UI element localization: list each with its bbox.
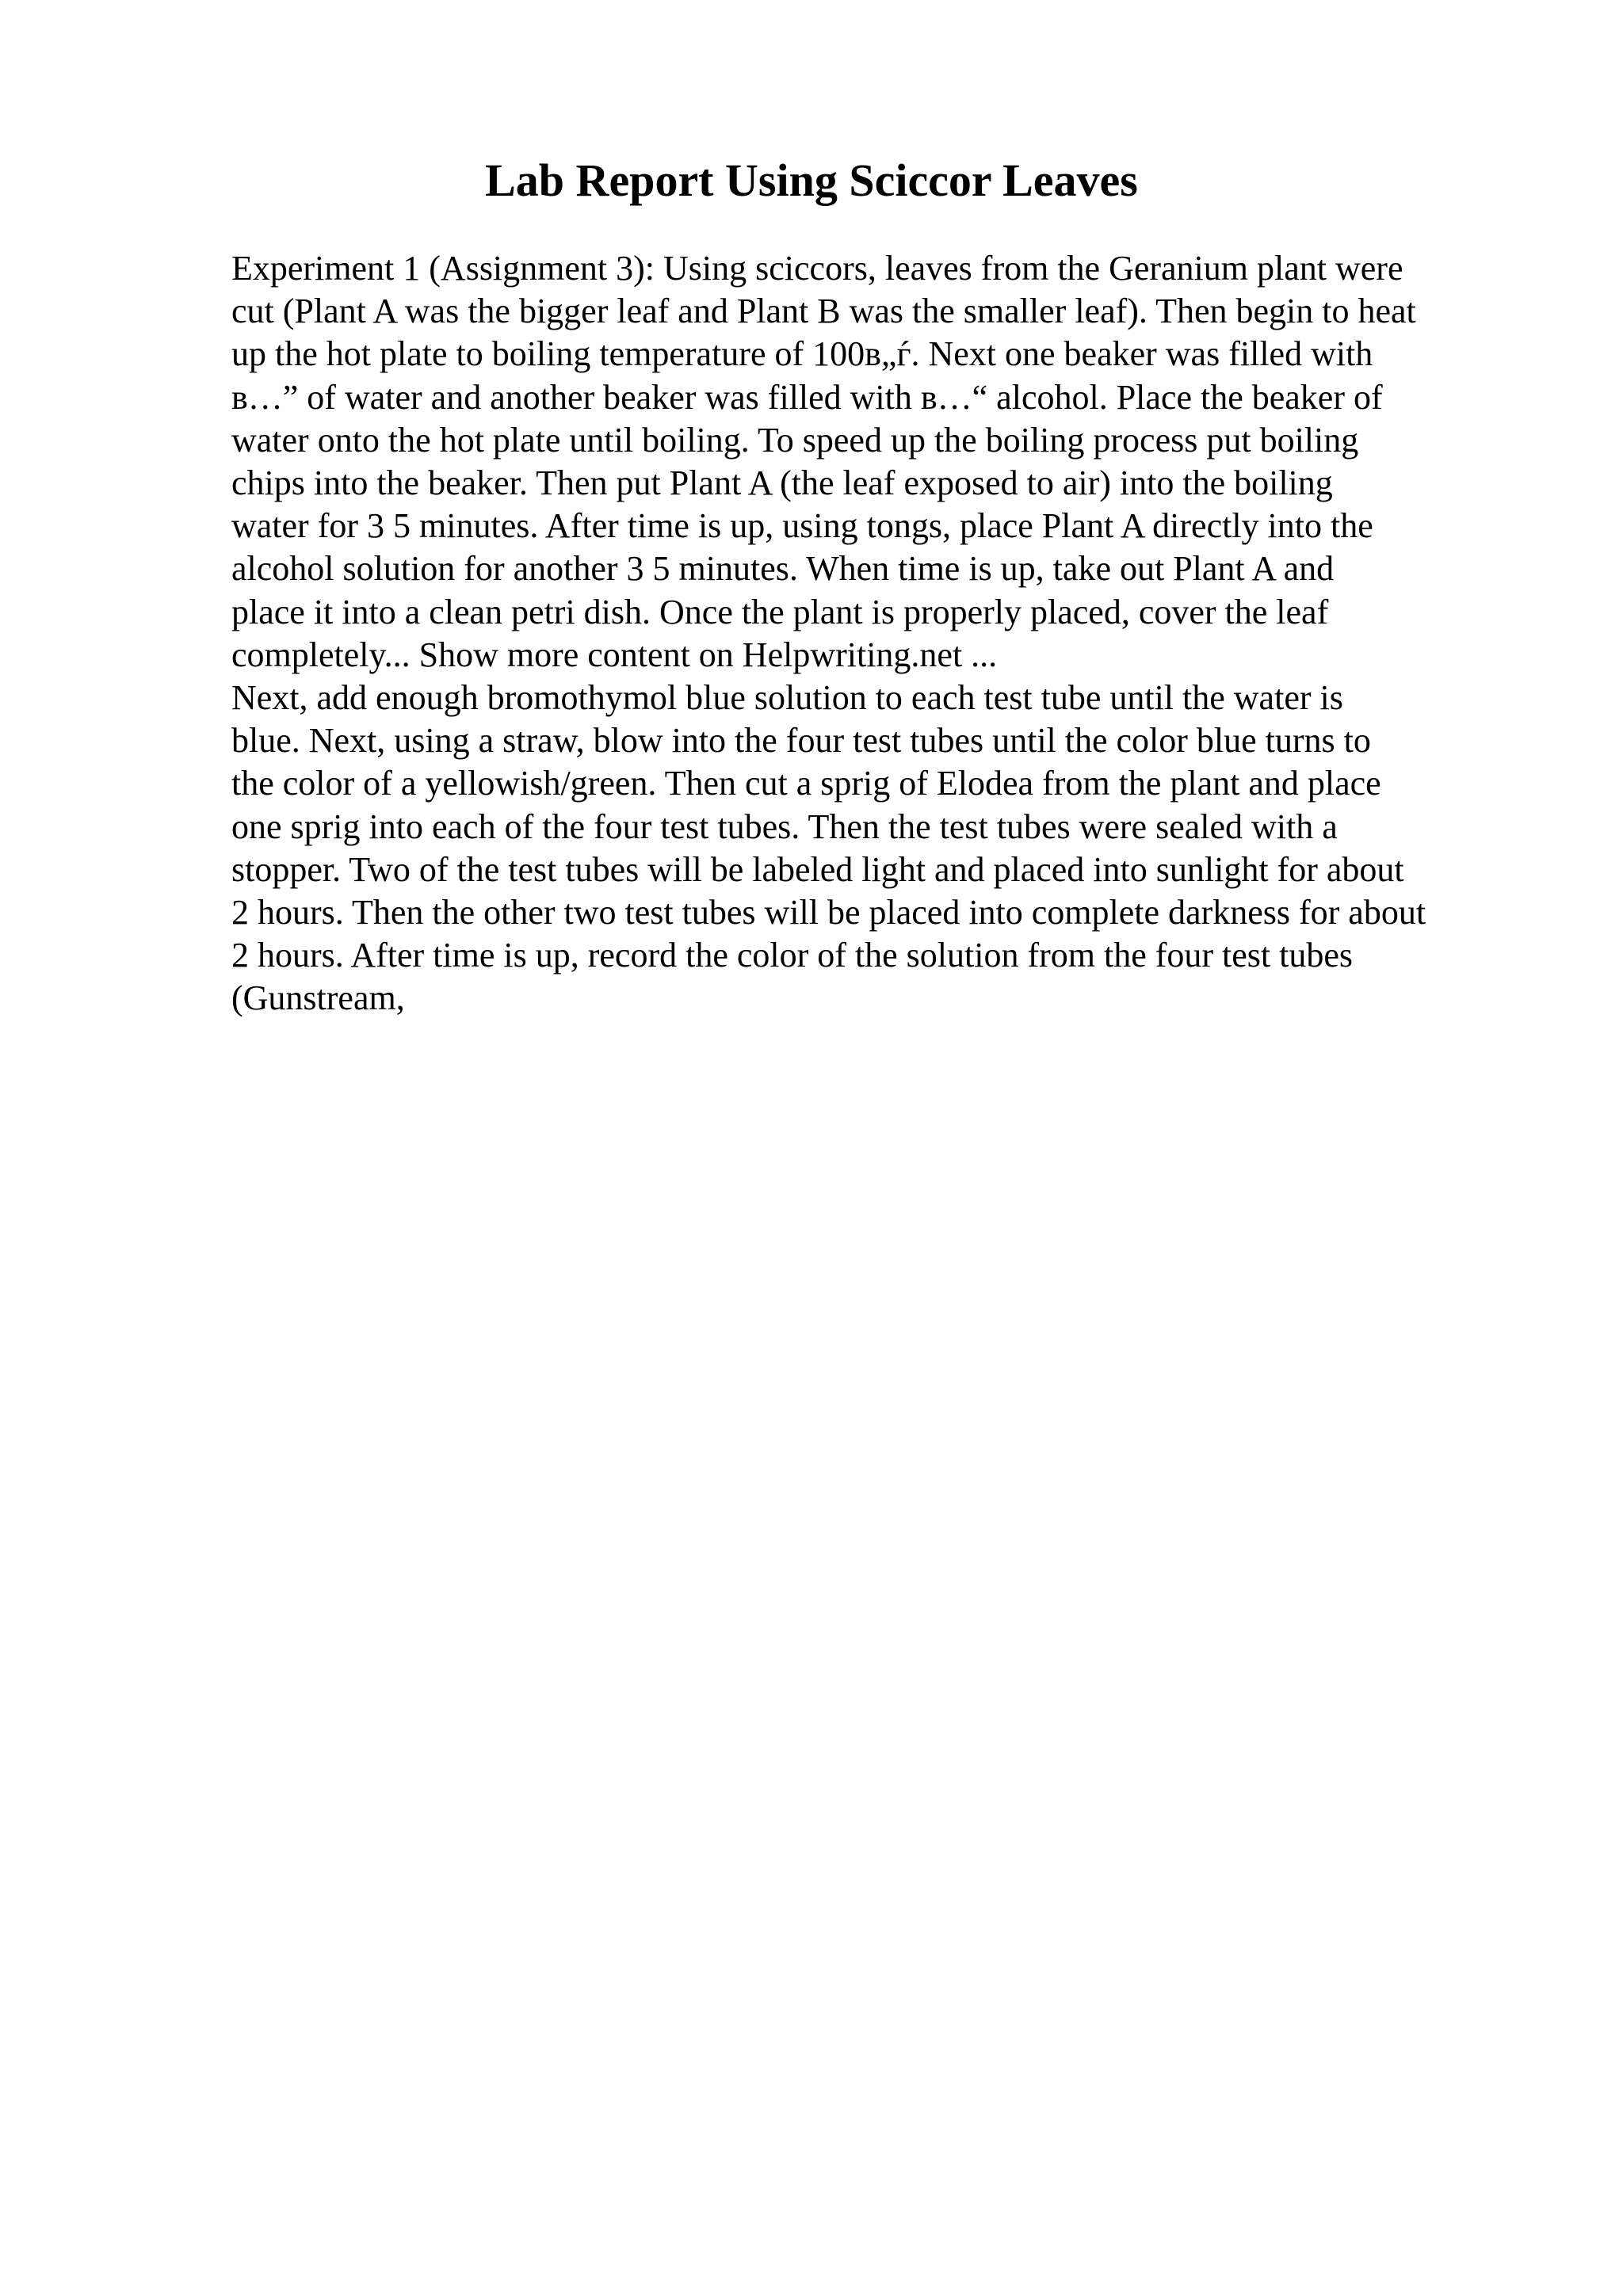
body-line: water for 3 5 minutes. After time is up, using tongs, place Plant A directly into the (231, 506, 1373, 546)
body-line: one sprig into each of the four test tubes. Then the test tubes were sealed with a (231, 807, 1338, 846)
body-line: (Gunstream, (231, 978, 405, 1018)
body-line: stopper. Two of the test tubes will be labeled light and placed into sunlight for about (231, 849, 1404, 889)
body-line: cut (Plant A was the bigger leaf and Plant B was the smaller leaf). Then begin to heat (231, 292, 1416, 331)
body-line: up the hot plate to boiling temperature of 100в„ѓ. Next one beaker was filled with (231, 334, 1373, 374)
body-line: 2 hours. After time is up, record the color of the solution from the four test tubes (231, 936, 1354, 975)
body-line: в…” of water and another beaker was filled with в…“ alcohol. Place the beaker of (231, 377, 1383, 417)
body-line: Experiment 1 (Assignment 3): Using sciccors, leaves from the Geranium plant were (231, 249, 1403, 288)
document-body (231, 247, 1515, 1020)
body-line: 2 hours. Then the other two test tubes will be placed into complete darkness for about (231, 893, 1426, 933)
document-title: Lab Report Using Sciccor Leaves (485, 154, 1138, 206)
body-line: blue. Next, using a straw, blow into the four test tubes until the color blue turns to (231, 721, 1371, 761)
body-line: chips into the beaker. Then put Plant A (the leaf exposed to air) into the boiling (231, 463, 1333, 503)
body-line: place it into a clean petri dish. Once the plant is properly placed, cover the leaf (231, 592, 1329, 631)
body-line: completely... Show more content on Helpwriting.net ... (231, 635, 998, 674)
body-line: water onto the hot plate until boiling. To speed up the boiling process put boiling (231, 420, 1359, 460)
body-line: the color of a yellowish/green. Then cut a sprig of Elodea from the plant and place (231, 764, 1381, 803)
body-line: alcohol solution for another 3 5 minutes. When time is up, take out Plant A and (231, 549, 1335, 589)
body-line: Next, add enough bromothymol blue solution to each test tube until the water is (231, 678, 1343, 718)
